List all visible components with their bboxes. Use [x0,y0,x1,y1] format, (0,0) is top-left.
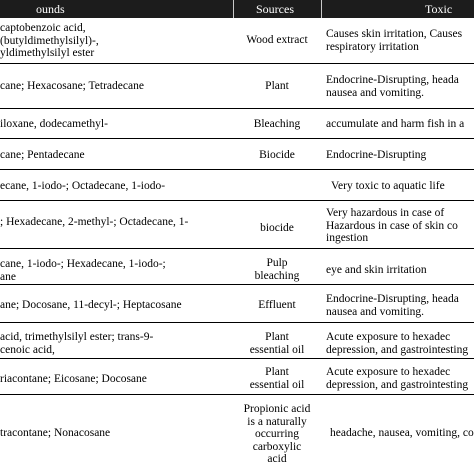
cell-text-line: Endocrine-Disrupting, heada [326,74,459,86]
cell-text-line: Plant [265,366,289,378]
cell-text-line: riacontane; Eicosane; Docosane [0,373,147,385]
cell-text-line: Propionic acid [243,403,311,415]
cell-text-line: Causes skin irritation, Causes [326,28,463,40]
cell-compounds [0,258,166,283]
cell-text-line: cane; Hexacosane; Tetradecane [0,80,144,92]
cell-text-line: biocide [260,222,294,234]
cell-source [236,34,318,47]
cell-toxicity [331,180,445,193]
cell-text-line: Biocide [259,149,295,161]
cell-text-line: accumulate and harm fish in a [326,118,465,130]
cell-source [236,80,318,93]
cell-text-line: carboxylic [252,440,302,453]
cell-text-line: Plant [265,80,289,92]
cell-text-line: yldimethylsilyl ester [0,47,95,59]
cell-text-line: cane; Pentadecane [0,149,85,161]
cell-compounds [0,427,110,440]
row-divider [0,322,474,323]
cell-compounds [0,149,85,162]
cell-toxicity [326,149,426,162]
cell-text-line: essential oil [249,343,305,356]
cell-source [236,299,318,312]
cell-toxicity [326,293,459,318]
cell-text-line: ; Hexadecane, 2-methyl-; Octadecane, 1- [0,216,189,228]
row-divider [0,358,474,359]
row-divider [0,138,474,139]
cell-text-line: Very toxic to aquatic life [331,180,445,192]
cell-text-line: eye and skin irritation [326,264,427,276]
cell-toxicity [330,427,474,440]
cell-text-line: (butyldimethylsilyl)-, [0,34,99,47]
cell-text-line: cane, 1-iodo-; Hexadecane, 1-iodo-; [0,258,166,270]
row-divider [0,200,474,201]
cell-text-line: nausea and vomiting. [326,86,425,99]
cell-text-line: occurring [254,428,300,440]
header-sources: Sources [256,2,294,16]
cell-text-line: nausea and vomiting. [326,305,425,318]
cell-text-line: cenoic acid, [0,343,55,356]
row-divider [0,284,474,285]
header-separator [233,0,234,18]
cell-toxicity [326,207,458,245]
header-separator [321,0,322,18]
cell-text-line: acid [267,453,287,465]
cell-text-line: Plant [265,331,289,343]
cell-text-line: Wood extract [246,34,308,46]
cell-text-line: ingestion [326,232,369,244]
cell-compounds [0,216,188,229]
cell-compounds [0,331,153,356]
cell-toxicity [326,28,462,53]
cell-text-line: Pulp [266,257,288,269]
row-divider [0,108,474,109]
cell-source [236,257,318,282]
cell-source [236,149,318,162]
cell-toxicity [326,366,468,391]
cell-text-line: is a naturally [247,415,307,428]
cell-text-line: iloxane, dodecamethyl- [0,118,108,130]
cell-text-line: headache, nausea, vomiting, co [330,427,474,439]
cell-text-line: Endocrine-Disrupting, heada [326,293,459,305]
cell-text-line: Hazardous in case of skin co [326,219,458,232]
cell-toxicity [326,118,464,131]
cell-text-line: Effluent [258,299,296,311]
row-divider [0,63,474,64]
header-toxicity: Toxic [425,2,453,16]
cell-compounds [0,180,165,193]
cell-source [236,403,318,466]
cell-toxicity [326,331,468,356]
cell-compounds [0,22,99,60]
cell-compounds [0,299,182,312]
cell-toxicity [326,74,459,99]
header-compounds: ounds [36,2,65,16]
table-header [0,0,474,18]
cell-text-line: captobenzoic acid, [0,22,86,34]
cell-compounds [0,80,144,93]
cell-text-line: depression, and gastrointesting [326,343,469,356]
cell-text-line: essential oil [249,378,305,391]
row-divider [0,248,474,249]
cell-toxicity [326,264,427,277]
cell-text-line: bleaching [254,269,300,282]
cell-text-line: Acute exposure to hexadec [326,331,451,343]
cell-text-line: ane; Docosane, 11-decyl-; Heptacosane [0,299,182,311]
cell-source [236,366,318,391]
cell-text-line: tracontane; Nonacosane [0,427,111,439]
cell-text-line: respiratory irritation [326,40,419,53]
row-divider [0,169,474,170]
cell-text-line: Endocrine-Disrupting [326,149,427,161]
cell-text-line: Very hazardous in case of [326,207,445,219]
cell-source [236,331,318,356]
cell-text-line: depression, and gastrointesting [326,378,469,391]
cell-text-line: ane [0,270,16,283]
cell-compounds [0,373,147,386]
cell-compounds [0,118,108,131]
cell-text-line: Bleaching [253,118,301,130]
cell-text-line: ecane, 1-iodo-; Octadecane, 1-iodo- [0,180,166,192]
row-divider [0,394,474,395]
cell-source [236,118,318,131]
cell-source [236,222,318,235]
cell-text-line: Acute exposure to hexadec [326,366,451,378]
cell-text-line: acid, trimethylsilyl ester; trans-9- [0,331,154,343]
